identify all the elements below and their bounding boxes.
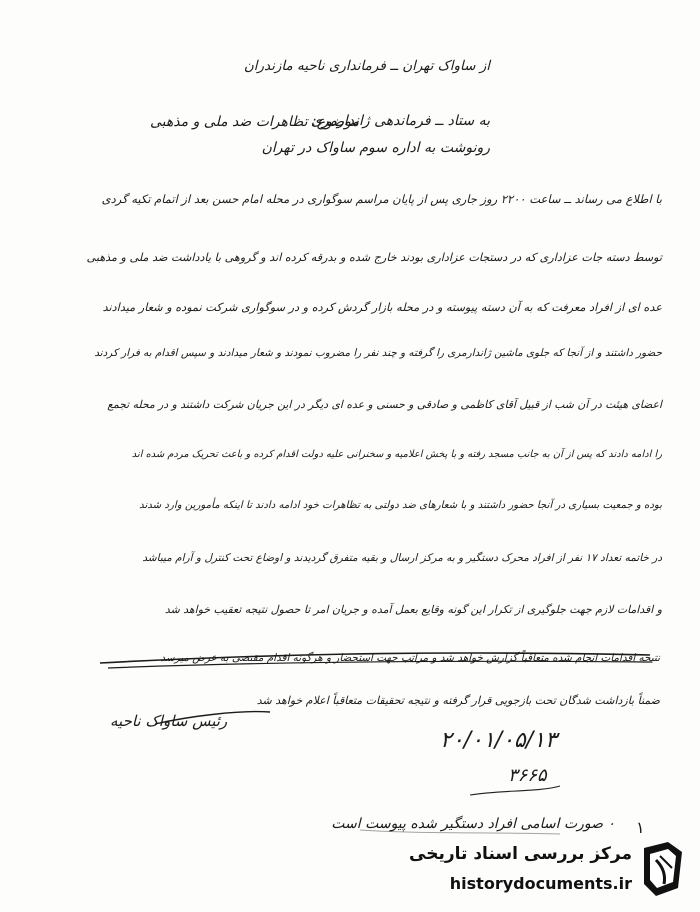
body-line-8: در خاتمه تعداد ۱۷ نفر از افراد محرک دستگیر و به مرکز ارسال و بقیه متفرق گردیدند و اوضاع تحت کنترل و آرام میباشد <box>142 552 662 564</box>
footnote-number: ۱ <box>636 818 645 837</box>
subject-line: موضوع: تظاهرات ضد ملی و مذهبی <box>150 114 359 130</box>
body-line-6: را ادامه دادند که پس از آن به جانب مسجد رفته و با پخش اعلامیه و سخنرانی علیه دولت اقدام کرده و باعث تحریک مردم شده اند <box>131 449 662 460</box>
body-line-1: با اطلاع می رساند ــ ساعت ۲۲۰۰ روز جاری پس از پایان مراسم سوگواری در محله امام حسن بعد از اتمام تکیه گردی <box>101 192 662 206</box>
body-line-3: عده ای از افراد معرفت که به آن دسته پیوسته و در محله بازار گردش کرده و در سوگواری شرکت نموده و شعار میدادند <box>102 301 662 314</box>
body-line-5: اعضای هیئت در آن شب از قبیل آقای کاظمی و صادقی و حسنی و عده ای دیگر در این جریان شرکت داشتند و در محله تجمع <box>107 398 662 411</box>
copy-recipient-line: رونوشت به اداره سوم ساواک در تهران <box>261 140 490 156</box>
document-origin-line: از ساواک تهران ــ فرمانداری ناحیه مازندران <box>243 58 490 74</box>
watermark-title: مرکز بررسی اسناد تاریخی <box>409 844 632 864</box>
body-line-9: و اقدامات لازم جهت جلوگیری از تکرار این گونه وقایع بعمل آمده و جریان امر تا حصول نتیجه تعقیب خواهد شد <box>164 603 662 616</box>
body-line-10: نتیجه اقدامات انجام شده متعاقباً گزارش خواهد شد و مراتب جهت استحضار و هرگونه اقدام مقتضی به عرض میرسد <box>160 652 660 664</box>
document-date: ۲۰/۰۱/۰۵/۱۳ <box>440 728 557 753</box>
body-line-4: حضور داشتند و از آنجا که جلوی ماشین ژاندارمری را گرفته و چند نفر را مضروب نمودند و شعار میدادند و سپس اقدام به فرار کردند <box>94 347 662 359</box>
document-number: ۳۶۶۵ <box>508 765 547 786</box>
book-quill-icon <box>638 838 688 900</box>
watermark-url: historydocuments.ir <box>449 874 632 893</box>
body-line-7: بوده و جمعیت بسیاری در آنجا حضور داشتند و با شعارهای ضد دولتی به تظاهرات خود ادامه دادند تا اینکه مأمورین وارد شدند <box>139 500 662 511</box>
footnote-text: ۰ صورت اسامی افراد دستگیر شده پیوست است <box>331 816 615 832</box>
body-line-2: توسط دسته جات عزاداری که در دستجات عزاداری بودند خارج شده و بدرقه کرده اند و گروهی با یادداشت ضد ملی و مذهبی <box>86 251 662 264</box>
body-line-11: ضمناً بازداشت شدگان تحت بازجویی قرار گرفته و نتیجه تحقیقات متعاقباً اعلام خواهد شد <box>256 694 660 707</box>
recipient-line: به ستاد ــ فرماندهی ژاندارمری <box>310 113 490 129</box>
archive-watermark <box>406 836 688 906</box>
signature: رئیس ساواک ناحیه <box>110 712 228 730</box>
